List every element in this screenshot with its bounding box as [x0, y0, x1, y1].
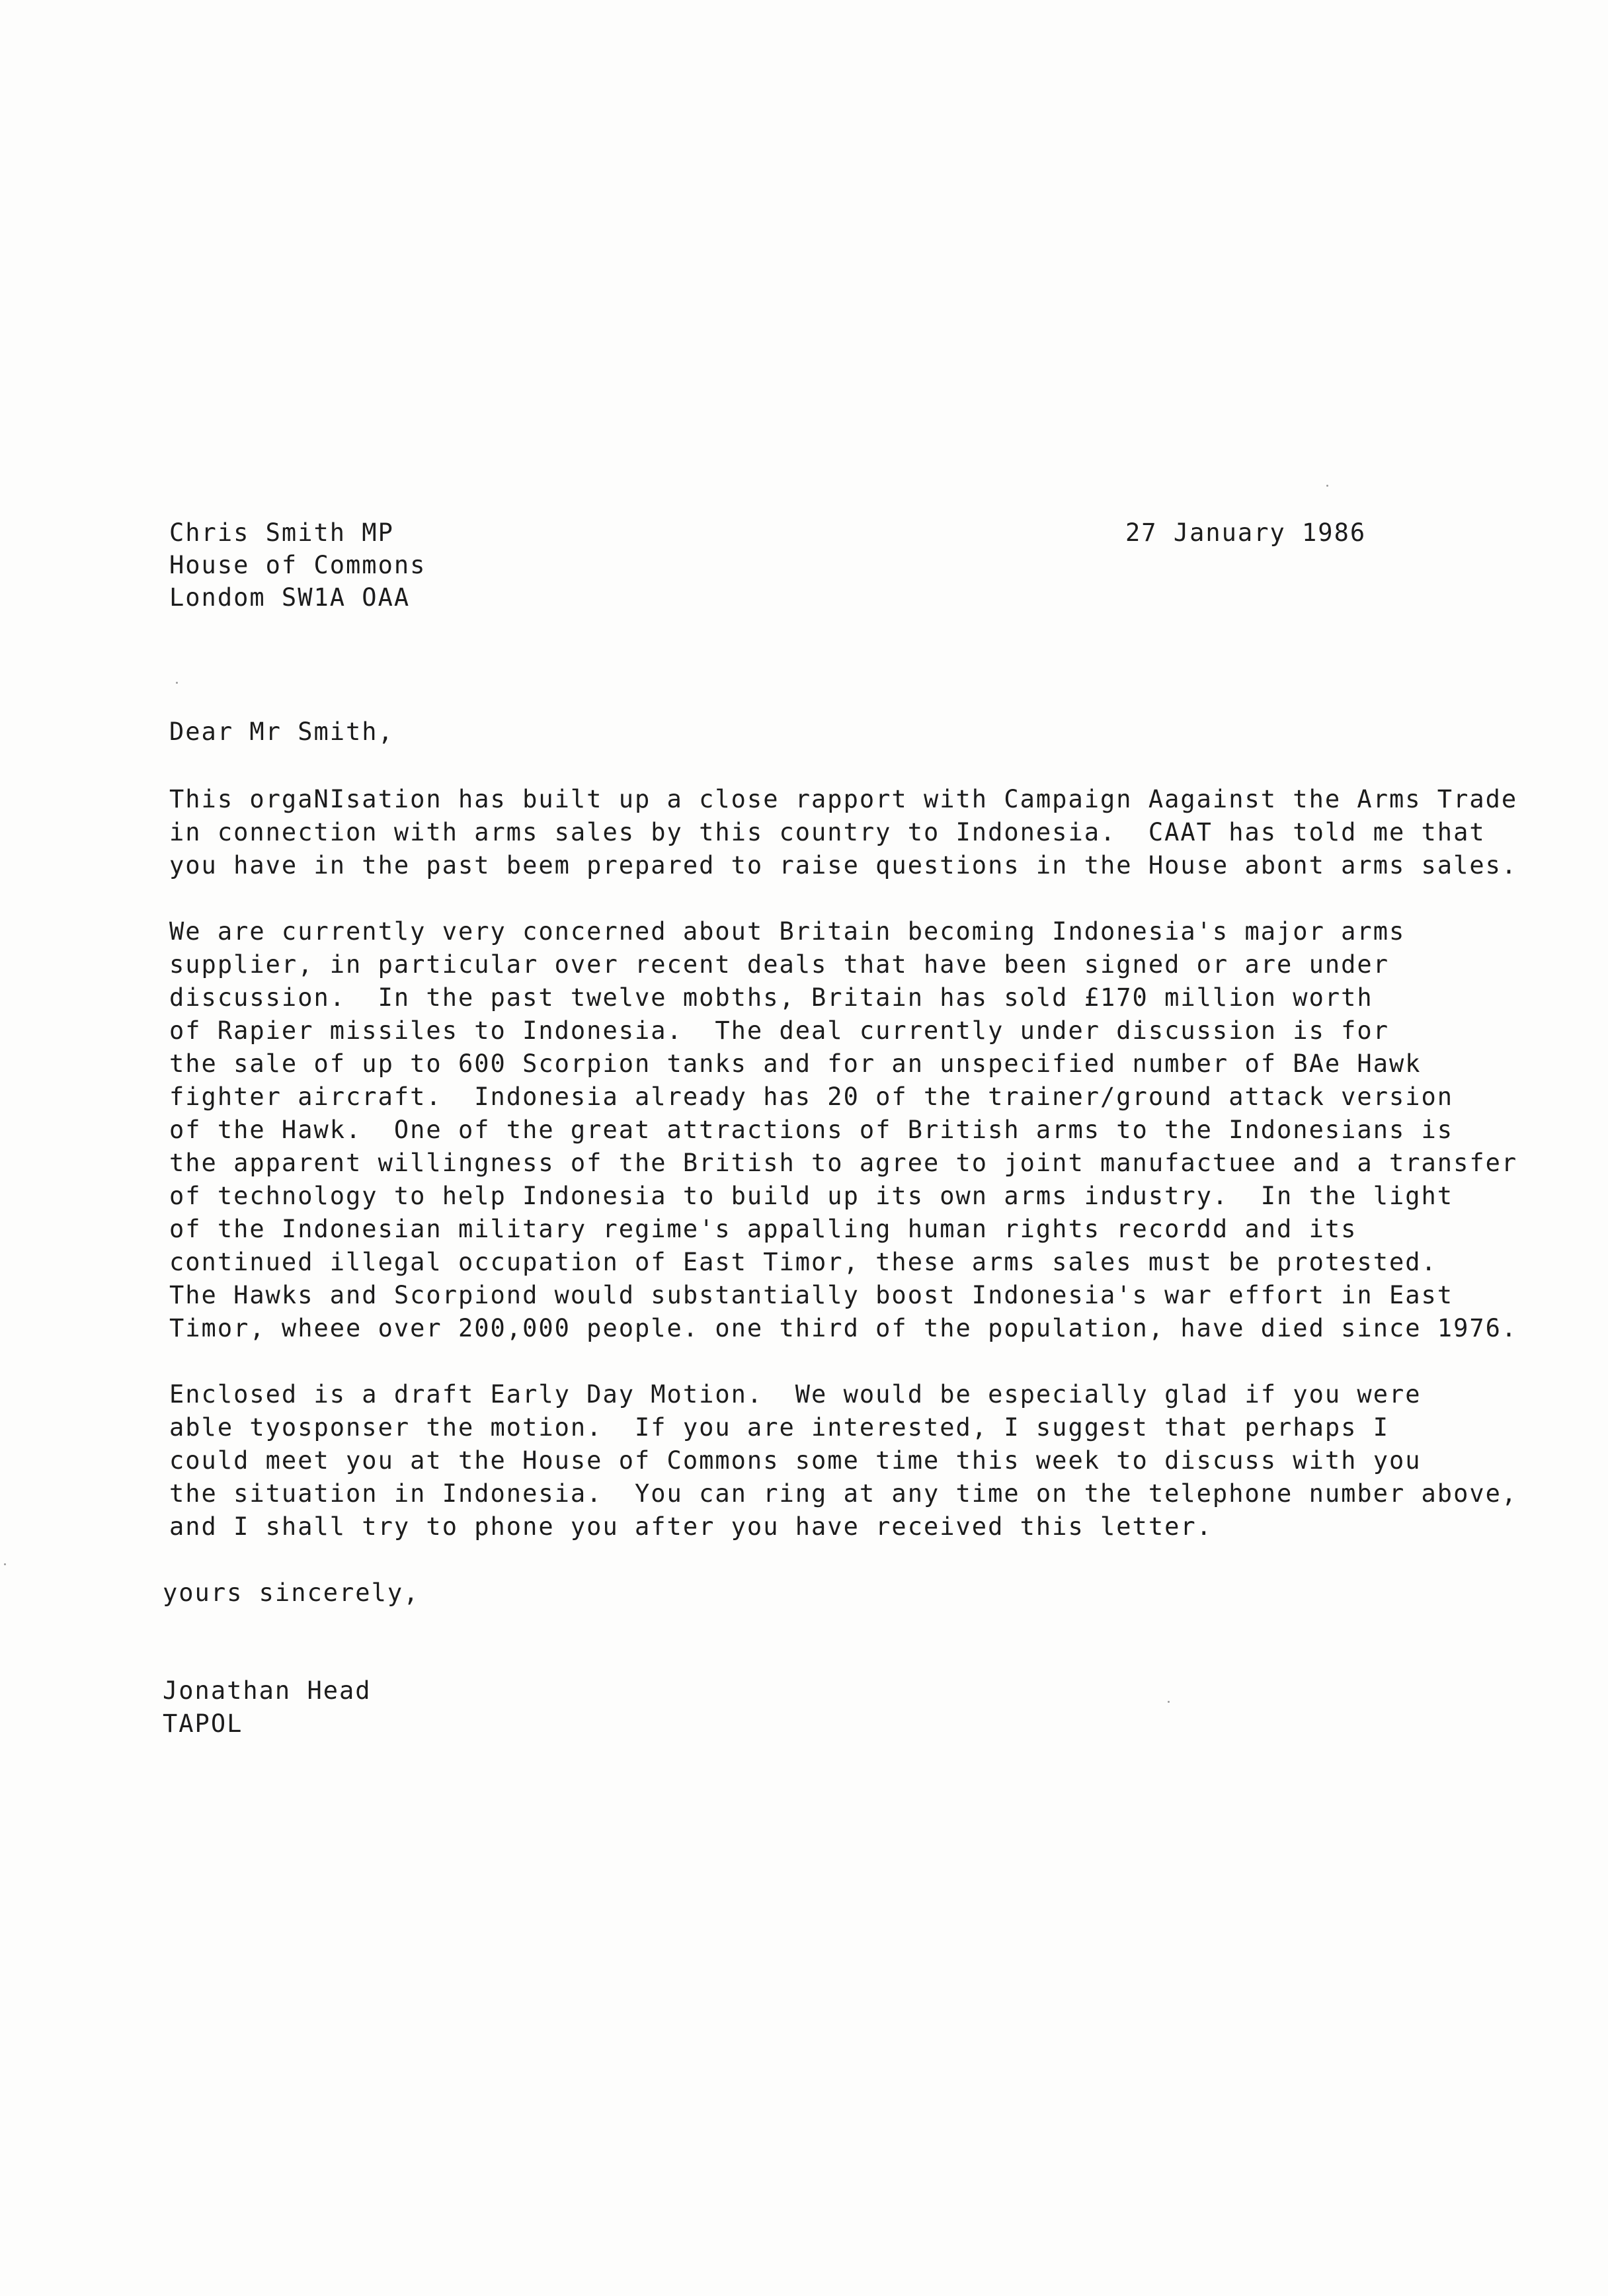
- paragraph-line: The Hawks and Scorpiond would substantially boost Indonesia's war effort in East: [169, 1281, 1454, 1309]
- paragraph-line: and I shall try to phone you after you have received this letter.: [169, 1512, 1213, 1541]
- paragraph-line: in connection with arms sales by this country to Indonesia. CAAT has told me that: [169, 818, 1486, 846]
- paragraph-line: Timor, wheee over 200,000 people. one third of the population, have died since 1976.: [169, 1314, 1518, 1342]
- recipient-address: Londom SW1A OAA: [169, 583, 411, 612]
- scan-speck: [1326, 485, 1328, 487]
- paragraph-line: the sale of up to 600 Scorpion tanks and for an unspecified number of BAe Hawk: [169, 1049, 1422, 1078]
- paragraph-line: discussion. In the past twelve mobths, Britain has sold £170 million worth: [169, 983, 1373, 1012]
- scan-speck: [1168, 1701, 1170, 1703]
- paragraph-line: supplier, in particular over recent deals that have been signed or are under: [169, 950, 1389, 979]
- letter-date: 27 January 1986: [1125, 518, 1367, 547]
- paragraph-line: of technology to help Indonesia to build up its own arms industry. In the light: [169, 1182, 1454, 1210]
- recipient-org: House of Commons: [169, 551, 426, 579]
- paragraph-line: could meet you at the House of Commons some time this week to discuss with you: [169, 1446, 1422, 1475]
- paragraph-line: We are currently very concerned about Britain becoming Indonesia's major arms: [169, 917, 1406, 946]
- paragraph-line: This orgaNIsation has built up a close rapport with Campaign Aagainst the Arms Trade: [169, 785, 1518, 813]
- paragraph-line: fighter aircraft. Indonesia already has 20 of the trainer/ground attack version: [169, 1083, 1454, 1111]
- paragraph-line: Enclosed is a draft Early Day Motion. We would be especially glad if you were: [169, 1380, 1422, 1409]
- paragraph-line: of the Indonesian military regime's appalling human rights recordd and its: [169, 1215, 1357, 1243]
- paragraph-line: continued illegal occupation of East Timor, these arms sales must be protested.: [169, 1248, 1437, 1276]
- paragraph-line: of the Hawk. One of the great attractions of British arms to the Indonesians is: [169, 1116, 1454, 1144]
- scan-speck: [4, 1563, 6, 1565]
- paragraph-line: the situation in Indonesia. You can ring at any time on the telephone number above,: [169, 1479, 1518, 1508]
- signatory-name: Jonathan Head: [163, 1676, 372, 1705]
- scan-speck: [176, 682, 178, 684]
- paragraph-line: able tyosponser the motion. If you are interested, I suggest that perhaps I: [169, 1413, 1389, 1442]
- recipient-name: Chris Smith MP: [169, 518, 394, 547]
- closing: yours sincerely,: [163, 1578, 420, 1607]
- paragraph-line: the apparent willingness of the British to agree to joint manufactuee and a transfer: [169, 1149, 1518, 1177]
- salutation: Dear Mr Smith,: [169, 718, 394, 746]
- paragraph-line: you have in the past beem prepared to raise questions in the House abont arms sales.: [169, 851, 1518, 880]
- signatory-org: TAPOL: [163, 1709, 243, 1738]
- paragraph-line: of Rapier missiles to Indonesia. The deal currently under discussion is for: [169, 1016, 1389, 1045]
